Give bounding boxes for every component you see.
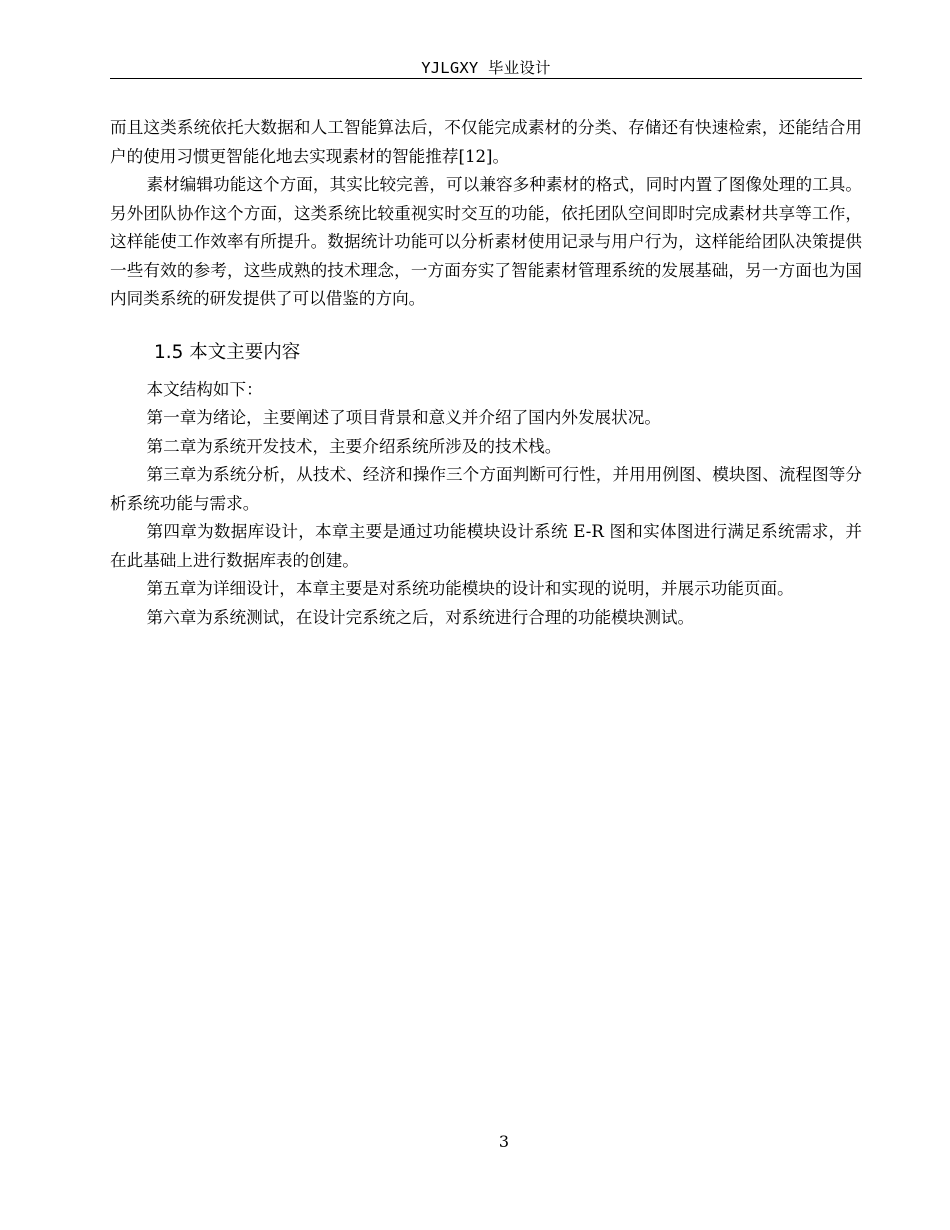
paragraph: 第六章为系统测试，在设计完系统之后，对系统进行合理的功能模块测试。 [146, 607, 695, 627]
paragraph: 第三章为系统分析，从技术、经济和操作三个方面判断可行性，并用用例图、模块图、流程图等分析系统功能与需求。 [110, 465, 862, 513]
paragraph: 本文结构如下： [146, 379, 263, 399]
page-number: 3 [498, 1132, 510, 1151]
paragraph: 第四章为数据库设计，本章主要是通过功能模块设计系统 E-R 图和实体图进行满足系统需求，并在此基础上进行数据库表的创建。 [110, 522, 862, 570]
paragraph: 第一章为绪论，主要阐述了项目背景和意义并介绍了国内外发展状况。 [146, 408, 661, 427]
running-header: YJLGXY 毕业设计 [421, 59, 551, 77]
paragraph: 素材编辑功能这个方面，其实比较完善，可以兼容多种素材的格式，同时内置了图像处理的工具。另外团队协作这个方面，这类系统比较重视实时交互的功能，依托团队空间即时完成素材共享等工作，这样能使工作效率有所提升。数据统计功能可以分析素材使用记录与用户行为，这样能给团队决策提供一些有效的参考，这些成熟的技术理念，一方面夯实了智能素材管理系统的发展基础，另一方面也为国内同类系统的研发提供了可以借鉴的方向。 [110, 175, 862, 308]
paragraph: 而且这类系统依托大数据和人工智能算法后，不仅能完成素材的分类、存储还有快速检索，还能结合用户的使用习惯更智能化地去实现素材的智能推荐[12]。 [110, 118, 862, 166]
header-rule [110, 78, 862, 79]
paragraph: 第二章为系统开发技术，主要介绍系统所涉及的技术栈。 [146, 436, 562, 456]
paragraph: 第五章为详细设计，本章主要是对系统功能模块的设计和实现的说明，并展示功能页面。 [146, 579, 794, 598]
body-text [110, 114, 862, 632]
section-heading: 1.5 本文主要内容 [154, 341, 301, 363]
